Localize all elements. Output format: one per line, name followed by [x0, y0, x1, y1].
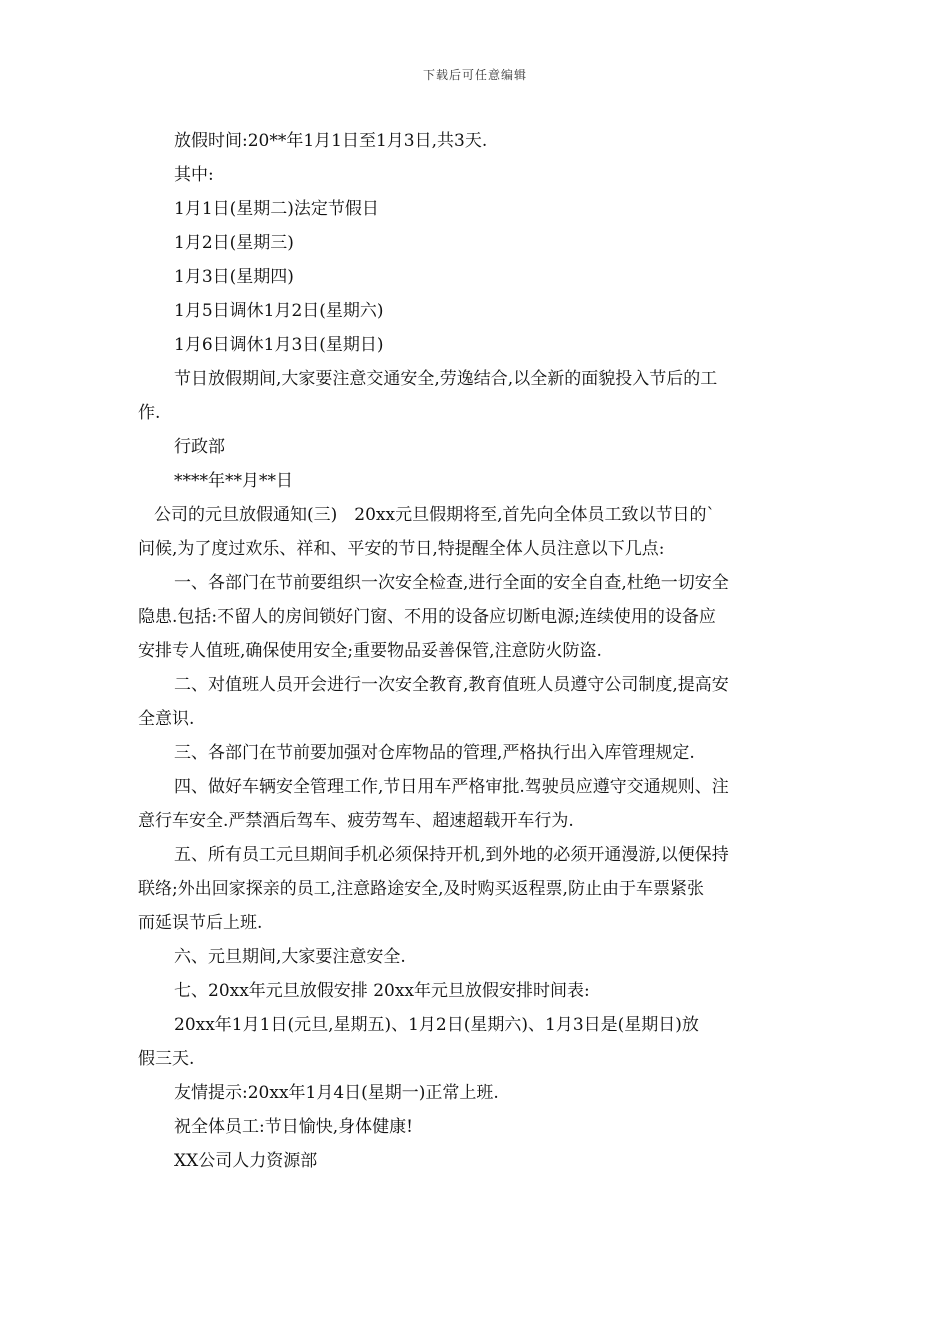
signature-date: ****年**月**日 [174, 471, 293, 491]
point-two-line-2: 全意识. [138, 709, 195, 729]
holiday-time-line: 放假时间:20**年1月1日至1月3日,共3天. [174, 131, 488, 151]
document-body [138, 124, 814, 1178]
point-seven-line-1: 七、20xx年元旦放假安排 20xx年元旦放假安排时间表: [174, 981, 590, 1001]
schedule-item-4: 1月5日调休1月2日(星期六) [174, 301, 384, 321]
schedule-item-1: 1月1日(星期二)法定节假日 [174, 199, 379, 219]
point-six-line-1: 六、元旦期间,大家要注意安全. [174, 947, 406, 967]
point-five-line-3: 而延误节后上班. [138, 913, 263, 933]
among-label: 其中: [174, 165, 214, 185]
point-four-line-2: 意行车安全.严禁酒后驾车、疲劳驾车、超速超载开车行为. [138, 811, 574, 831]
reminder-paragraph-line-2: 作. [138, 403, 161, 423]
signature-department: 行政部 [174, 437, 225, 457]
point-three-line-1: 三、各部门在节前要加强对仓库物品的管理,严格执行出入库管理规定. [174, 743, 695, 763]
friendly-tip: 友情提示:20xx年1月4日(星期一)正常上班. [174, 1083, 499, 1103]
closing-wish: 祝全体员工:节日愉快,身体健康! [174, 1117, 413, 1137]
point-one-line-2: 隐患.包括:不留人的房间锁好门窗、不用的设备应切断电源;连续使用的设备应 [138, 607, 716, 627]
point-one-line-1: 一、各部门在节前要组织一次安全检查,进行全面的安全自查,杜绝一切安全 [174, 573, 729, 593]
point-one-line-3: 安排专人值班,确保使用安全;重要物品妥善保管,注意防火防盗. [138, 641, 602, 661]
schedule-item-5: 1月6日调休1月3日(星期日) [174, 335, 384, 355]
schedule-item-2: 1月2日(星期三) [174, 233, 294, 253]
point-five-line-2: 联络;外出回家探亲的员工,注意路途安全,及时购买返程票,防止由于车票紧张 [138, 879, 704, 899]
point-two-line-1: 二、对值班人员开会进行一次安全教育,教育值班人员遵守公司制度,提高安 [174, 675, 729, 695]
schedule-item-3: 1月3日(星期四) [174, 267, 294, 287]
page-header-note: 下载后可任意编辑 [422, 68, 527, 82]
signature-hr-department: XX公司人力资源部 [174, 1151, 318, 1171]
point-five-line-1: 五、所有员工元旦期间手机必须保持开机,到外地的必须开通漫游,以便保持 [174, 845, 729, 865]
point-four-line-1: 四、做好车辆安全管理工作,节日用车严格审批.驾驶员应遵守交通规则、注 [174, 777, 729, 797]
notice-three-line-2: 问候,为了度过欢乐、祥和、平安的节日,特提醒全体人员注意以下几点: [138, 539, 665, 559]
schedule-detail-line-1: 20xx年1月1日(元旦,星期五)、1月2日(星期六)、1月3日是(星期日)放 [174, 1015, 699, 1035]
schedule-detail-line-2: 假三天. [138, 1049, 195, 1069]
notice-three-line-1: 公司的元旦放假通知(三) 20xx元旦假期将至,首先向全体员工致以节日的` [154, 505, 715, 525]
reminder-paragraph-line-1: 节日放假期间,大家要注意交通安全,劳逸结合,以全新的面貌投入节后的工 [174, 369, 718, 389]
